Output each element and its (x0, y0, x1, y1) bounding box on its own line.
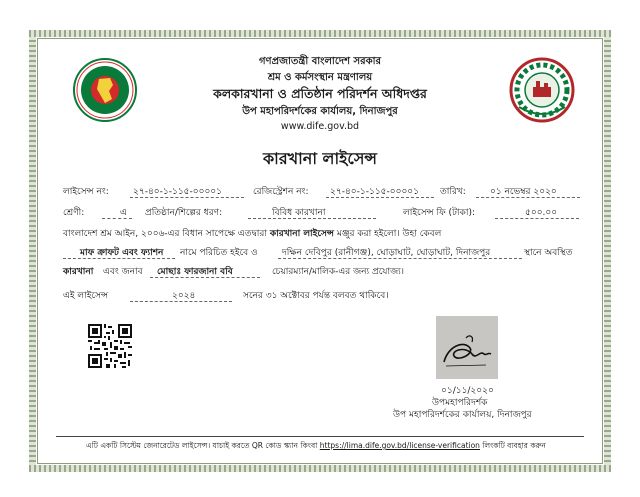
license-type-bold: কারখানা লাইসেন্স (269, 229, 334, 239)
license-number-value: ২৭-৪০-১-১১৫-০০০০১ (133, 187, 222, 197)
header-office: উপ মহাপরিদর্শকের কার্যালয়, দিনাজপুর (242, 106, 398, 117)
validity-year: ২০২৪ (172, 291, 196, 301)
date-label: তারিখ: (440, 187, 466, 197)
license-fee-value: ৫০০.০০ (525, 208, 558, 218)
factory-name: মাফ ক্রাফট এবং ফ্যাশন (80, 248, 164, 258)
header-ministry: শ্রম ও কর্মসংস্থান মন্ত্রণালয় (267, 72, 373, 83)
handwritten-signature (436, 316, 498, 379)
para-line2-end: স্থানে অবস্থিত (524, 248, 573, 258)
signatory-office: উপ মহাপরিদর্শকের কার্যালয়, দিনাজপুর (393, 410, 532, 420)
license-number-label: লাইসেন্স নং: (63, 187, 109, 197)
certificate-title: কারখানা লাইসেন্স (262, 149, 377, 168)
owner-name: মোছাঃ ফারজানা ববি (157, 267, 233, 277)
header-department: কলকারখানা ও প্রতিষ্ঠান পরিদর্শন অধিদপ্তর (213, 86, 427, 101)
registration-number-label: রেজিস্ট্রেশন নং: (253, 187, 309, 197)
industry-type-value: বিবিধ কারখানা (272, 208, 326, 218)
industry-type-label: প্রতিষ্ঠান/শিল্পের ধরণ: (145, 208, 223, 218)
date-value: ০১ নভেম্বর ২০২০ (490, 187, 557, 197)
factory-address: দক্ষিন দেবিপুর (রানীগঞ্জ), ঘোড়াঘাট, ঘোড়াঘাট, দিনাজপুর (282, 248, 491, 258)
signature-date: ০১/১১/২০২০ (441, 386, 494, 396)
validity-prefix: এই লাইসেন্স (63, 291, 109, 301)
class-label: শ্রেণী: (63, 208, 85, 218)
para-line1-text: বাংলাদেশ শ্রম আইন, ২০০৬-এর বিধান সাপেক্ষে এতদ্বারা কারখানা লাইসেন্স মঞ্জুর করা হইলো। উহা কেবল (63, 229, 442, 239)
para-line3-end: চেয়ারম্যান/মালিক-এর জন্য প্রযোজ্য। (272, 267, 404, 277)
class-value: এ (120, 208, 127, 218)
registration-number-value: ২৭-৪০-১-১১৫-০০০০১ (330, 187, 419, 197)
license-fee-label: লাইসেন্স ফি (টাকা): (403, 208, 475, 218)
signatory-designation: উপমহাপরিদর্শক (432, 398, 488, 408)
header-website: www.dife.gov.bd (280, 121, 360, 132)
footer-divider (56, 436, 584, 437)
para-line2-mid: নামে পরিচিত হইবে ও (180, 248, 258, 258)
verification-link[interactable]: https://lima.dife.gov.bd/license-verification (319, 441, 480, 450)
para-line3-mid: এবং জনাব (103, 267, 143, 277)
verification-qr-code[interactable] (88, 324, 132, 368)
footer-note: এটি একটি সিস্টেম জেনারেটেড লাইসেন্স। যাচাই করতে QR কোড স্ক্যান কিংবা https://lima.dife.gov.bd/license-verification লিংকটি ব্যবহার করুন (86, 441, 546, 450)
para-line3-factory: কারখানা (63, 267, 94, 277)
signature-image (436, 316, 498, 379)
validity-suffix: সনের ৩১ অক্টোবর পর্যন্ত বলবত থাকিবে। (243, 291, 389, 301)
header-government: গণপ্রজাতন্ত্রী বাংলাদেশ সরকার (259, 56, 381, 67)
